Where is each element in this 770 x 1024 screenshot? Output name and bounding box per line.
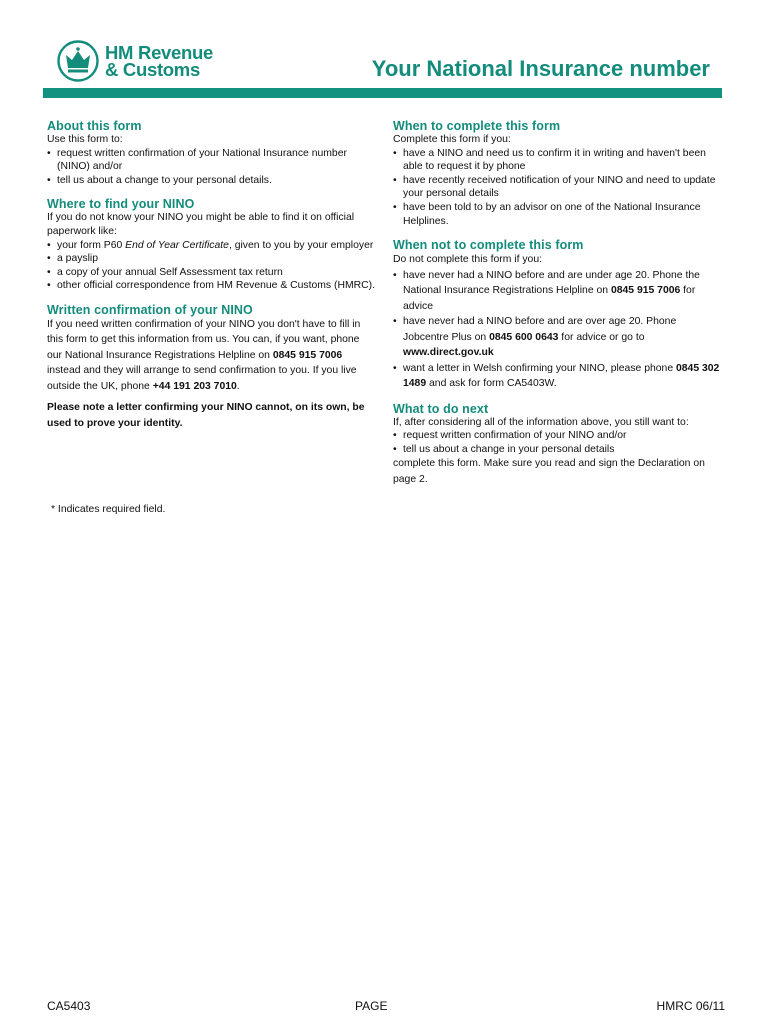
- header-rule: [43, 88, 722, 98]
- footer-page: PAGE: [355, 999, 388, 1013]
- list-item: • request written confirmation of your National Insurance number (NINO) and/or: [47, 147, 377, 174]
- written-section: [47, 303, 377, 432]
- left-column: [47, 119, 377, 441]
- hmrc-logo: [57, 40, 213, 82]
- list-item: • request written confirmation of your NINO and/or: [393, 429, 723, 443]
- written-text: .: [236, 380, 240, 392]
- identity-note: Please note a letter confirming your NINO cannot, on its own, be used to prove your identity.: [47, 402, 365, 429]
- list-item: • a copy of your annual Self Assessment tax return: [47, 266, 377, 280]
- overseas-phone: +44 191 203 7010: [152, 380, 237, 392]
- about-list: [47, 147, 377, 188]
- where-p60-text-end: , given to you by your employer: [228, 239, 374, 251]
- when-not-text: want a letter in Welsh confirming your NINO, please phone: [403, 362, 676, 374]
- written-body: [47, 317, 377, 395]
- where-heading: Where to find your NINO: [47, 197, 195, 212]
- written-text: instead and they will arrange to send confirmation to you. If you live outside the UK, phone: [47, 365, 357, 392]
- next-section: [393, 402, 723, 488]
- where-section: [47, 197, 377, 293]
- where-intro: If you do not know your NINO you might be able to find it on official paperwork like:: [47, 212, 355, 237]
- when-not-text: have never had a NINO before and are under age 20. Phone the National Insurance Registrations Helpline on: [403, 269, 700, 297]
- when-not-section: [393, 238, 723, 392]
- list-item: • have a NINO and need us to confirm it in writing and haven't been able to request it by phone: [393, 147, 723, 174]
- next-intro: If, after considering all of the information above, you still want to:: [393, 416, 689, 428]
- when-list: [393, 147, 723, 229]
- direct-gov-link[interactable]: www.direct.gov.uk: [403, 347, 494, 359]
- list-item: [47, 239, 377, 253]
- footer-version: HMRC 06/11: [656, 999, 725, 1013]
- when-not-list: [393, 268, 723, 392]
- written-text: If you need written confirmation of your NINO you don't have to fill in this form to get this information from us. You can, if you want, phone our National Insurance Registrations Helpline on: [47, 318, 361, 361]
- when-not-text: have never had a NINO before and are over age 20. Phone Jobcentre Plus on: [403, 316, 677, 343]
- when-heading: When to complete this form: [393, 119, 561, 133]
- footer-form-code: CA5403: [47, 999, 91, 1013]
- next-list: [393, 429, 723, 456]
- list-item: [393, 268, 723, 315]
- list-item: • tell us about a change in your personal details: [393, 443, 723, 457]
- when-section: [393, 119, 723, 228]
- helpline-phone: 0845 915 7006: [272, 349, 343, 361]
- next-heading: What to do next: [393, 401, 489, 416]
- logo-line-2: & Customs: [105, 59, 200, 80]
- list-item: [393, 361, 723, 392]
- where-list: [47, 239, 377, 293]
- when-not-heading: When not to complete this form: [393, 238, 584, 253]
- form-title: Your National Insurance number: [371, 56, 710, 81]
- list-item: • a payslip: [47, 252, 377, 266]
- about-section: [47, 119, 377, 187]
- when-not-intro: Do not complete this form if you:: [393, 254, 542, 266]
- list-item: • other official correspondence from HM Revenue & Customs (HMRC).: [47, 279, 377, 293]
- welsh-phone: 0845 302 1489: [403, 362, 720, 390]
- registrations-phone: 0845 915 7006: [610, 285, 681, 297]
- written-heading: Written confirmation of your NINO: [47, 302, 253, 317]
- when-intro: Complete this form if you:: [393, 134, 511, 145]
- where-p60-title: End of Year Certificate: [125, 239, 229, 251]
- about-heading: About this form: [47, 119, 142, 133]
- jobcentre-phone: 0845 600 0643: [489, 331, 559, 343]
- list-item: • have recently received notification of your NINO and need to update your personal details: [393, 174, 723, 201]
- right-column: [393, 119, 723, 497]
- when-not-text: for advice: [403, 285, 696, 312]
- next-outro: complete this form. Make sure you read and sign the Declaration on page 2.: [393, 458, 705, 485]
- hmrc-wordmark: [105, 44, 213, 78]
- list-item: [393, 314, 723, 361]
- list-item: • have been told to by an advisor on one of the National Insurance Helplines.: [393, 201, 723, 228]
- about-intro: Use this form to:: [47, 134, 123, 145]
- when-not-text: for advice or go to: [558, 331, 645, 343]
- crown-crest-icon: [57, 40, 99, 82]
- when-not-text: and ask for form CA5403W.: [426, 378, 557, 390]
- where-p60-text: your form P60: [57, 239, 126, 251]
- logo-line-1: HM Revenue: [105, 42, 214, 63]
- list-item: • tell us about a change to your personal details.: [47, 174, 377, 188]
- required-field-note: * Indicates required field.: [51, 504, 166, 515]
